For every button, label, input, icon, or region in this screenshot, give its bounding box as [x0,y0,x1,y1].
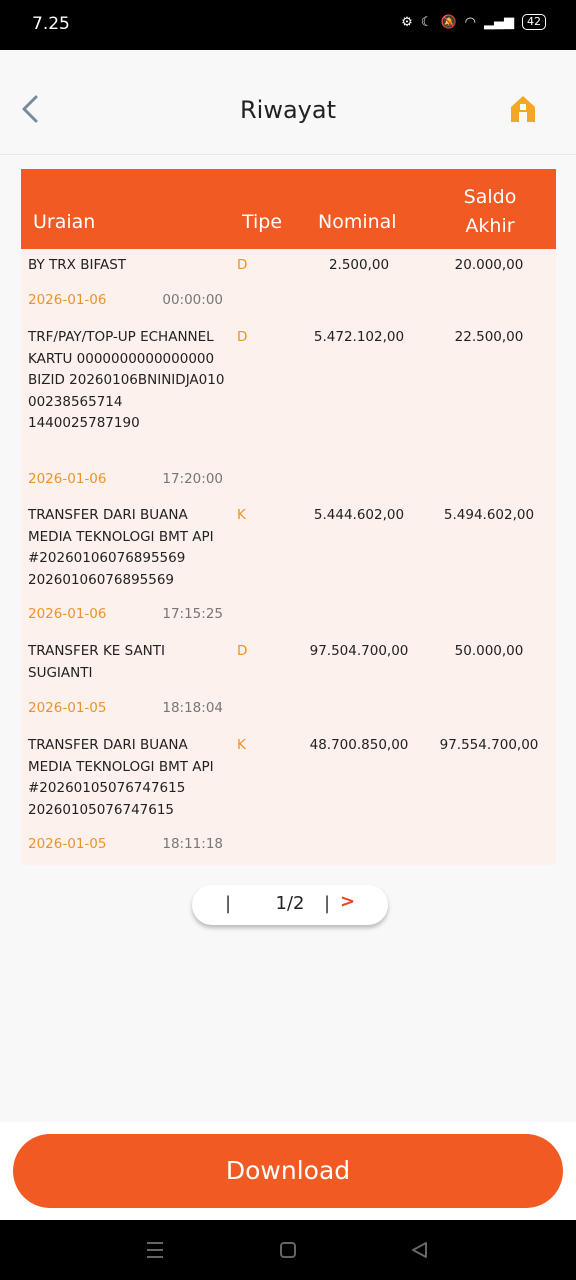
row-date: 2026-01-06 [28,606,107,622]
row-nominal: 48.700.850,00 [309,737,409,753]
row-nominal: 5.472.102,00 [313,329,405,345]
next-page-button[interactable]: > [340,891,356,912]
status-time: 7.25 [32,14,70,34]
pagination [192,885,388,925]
mute-bell-icon: 🔕 [440,14,457,30]
row-time: 18:18:04 [162,700,223,716]
battery-icon: 42 [522,14,546,30]
pager-separator: | [324,893,331,914]
back-triangle-icon[interactable] [410,1240,428,1260]
status-bar [0,0,576,50]
status-icons [401,14,546,30]
col-tipe: Tipe [242,211,283,233]
menu-icon[interactable] [146,1240,164,1260]
row-time: 17:15:25 [162,606,223,622]
row-nominal: 2.500,00 [328,257,390,273]
moon-icon: ☾ [420,14,433,30]
row-tipe: D [237,257,248,273]
row-uraian: TRANSFER KE SANTI SUGIANTI [28,643,166,681]
row-uraian: BY TRX BIFAST [28,257,127,273]
col-nominal: Nominal [318,211,397,233]
row-date: 2026-01-06 [28,471,107,487]
row-time: 00:00:00 [162,292,223,308]
row-saldo: 50.000,00 [454,643,524,659]
signal-icon: ▂▄▆ [484,14,514,30]
vpn-icon: ⚙ [401,14,413,30]
row-tipe: K [237,737,246,753]
row-date: 2026-01-05 [28,700,107,716]
table-row[interactable] [21,321,556,499]
row-nominal: 5.444.602,00 [313,507,405,523]
row-uraian: TRF/PAY/TOP-UP ECHANNEL KARTU 0000000000000000 BIZID 20260106BNINIDJA010 00238565714 1440025787190 [28,329,225,431]
home-button[interactable] [508,94,538,124]
row-saldo: 22.500,00 [454,329,524,345]
download-button[interactable]: Download [13,1134,563,1208]
row-uraian: TRANSFER DARI BUANA MEDIA TEKNOLOGI BMT API #20260105076747615 20260105076747615 [28,737,214,818]
table-row[interactable] [21,635,556,729]
app-header [0,50,576,155]
row-saldo: 97.554.700,00 [439,737,539,753]
row-nominal: 97.504.700,00 [309,643,409,659]
system-nav-bar [0,1220,576,1280]
page-title: Riwayat [240,96,336,124]
table-row[interactable] [21,729,556,865]
row-tipe: K [237,507,246,523]
row-saldo: 5.494.602,00 [443,507,535,523]
table-header [21,169,556,249]
col-uraian: Uraian [33,211,96,233]
row-time: 17:20:00 [162,471,223,487]
wifi-icon: ◠ [464,14,476,30]
home-icon [508,94,538,124]
table-body [21,249,556,865]
pager-separator: | [225,893,232,914]
row-date: 2026-01-05 [28,836,107,852]
row-tipe: D [237,329,248,345]
row-uraian: TRANSFER DARI BUANA MEDIA TEKNOLOGI BMT API #20260106076895569 20260106076895569 [28,507,214,588]
row-saldo: 20.000,00 [454,257,524,273]
page-indicator: 1/2 [275,893,305,914]
table-row[interactable] [21,249,556,321]
table-row[interactable] [21,499,556,635]
row-tipe: D [237,643,248,659]
history-table [21,169,556,865]
col-saldo-akhir: Saldo Akhir [463,186,517,237]
row-date: 2026-01-06 [28,292,107,308]
home-square-icon[interactable] [279,1240,297,1260]
row-time: 18:11:18 [162,836,223,852]
